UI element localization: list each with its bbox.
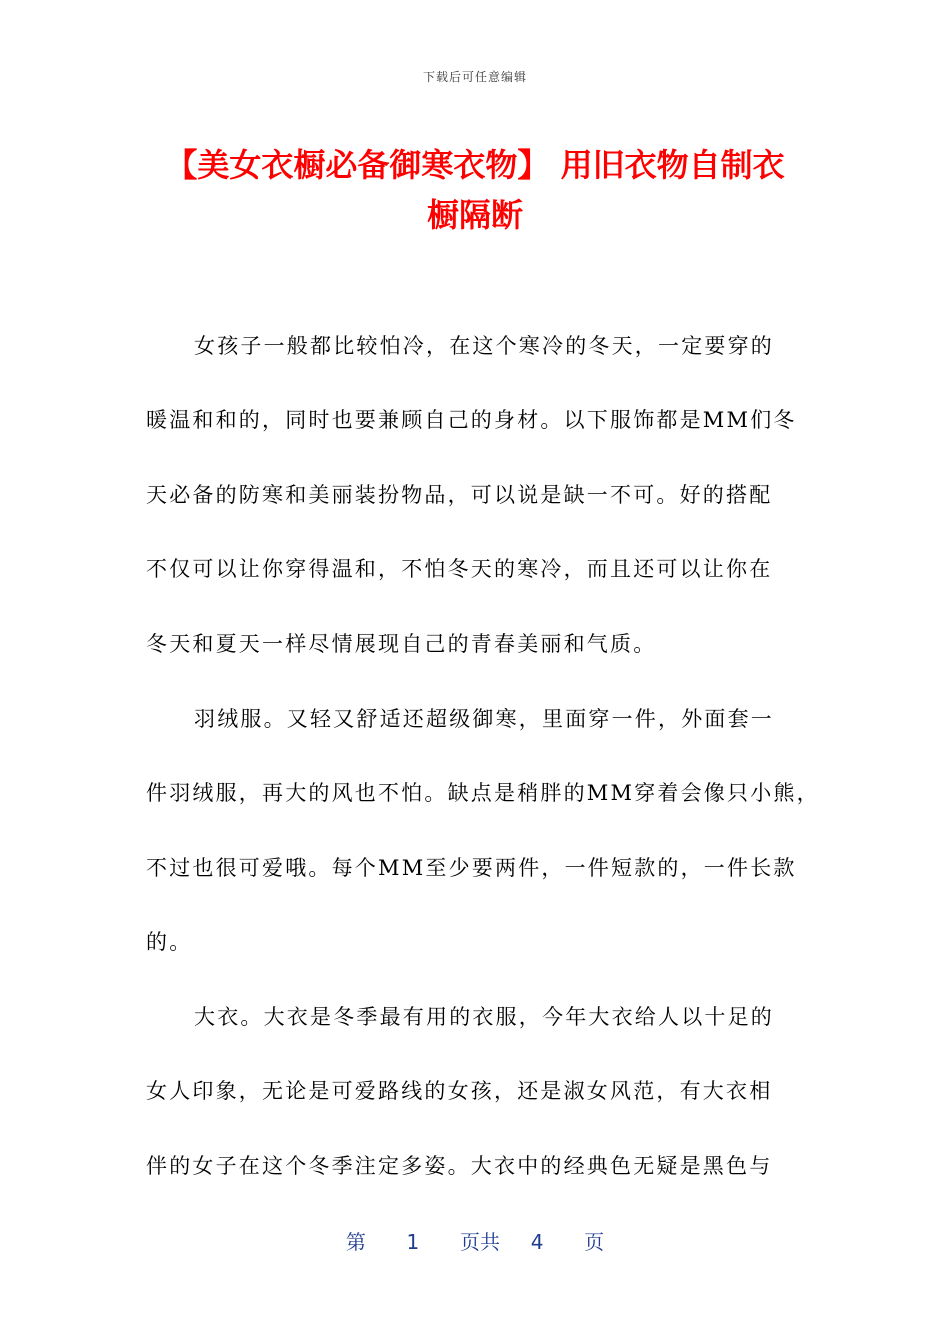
paragraph-line: 冬天和夏天一样尽情展现自己的青春美丽和气质。 [146, 632, 657, 656]
footer-middle: 页共 [460, 1230, 500, 1254]
paragraph-line: 不过也很可爱哦。每个MM至少要两件，一件短款的，一件长款 [146, 856, 797, 880]
paragraph-line: 暖温和和的，同时也要兼顾自己的身材。以下服饰都是MM们冬 [146, 408, 797, 432]
paragraph-line: 天必备的防寒和美丽装扮物品，可以说是缺一不可。好的搭配 [146, 483, 773, 507]
footer-current-page: 1 [406, 1230, 420, 1254]
paragraph-line: 的。 [146, 930, 193, 954]
paragraph-line: 件羽绒服，再大的风也不怕。缺点是稍胖的MM穿着会像只小熊， [146, 781, 820, 805]
page-footer [0, 1226, 950, 1255]
footer-suffix: 页 [584, 1230, 605, 1254]
document-title: 【美女衣橱必备御寒衣物】 用旧衣物自制衣橱隔断 [165, 146, 785, 234]
paragraph-line: 大衣。大衣是冬季最有用的衣服，今年大衣给人以十足的 [194, 1005, 774, 1029]
footer-prefix: 第 [345, 1230, 366, 1254]
paragraph-line: 女人印象，无论是可爱路线的女孩，还是淑女风范，有大衣相 [146, 1079, 773, 1103]
footer-total-pages: 4 [530, 1230, 544, 1254]
paragraph-line: 不仅可以让你穿得温和，不怕冬天的寒冷，而且还可以让你在 [146, 557, 773, 581]
paragraph-line: 伴的女子在这个冬季注定多姿。大衣中的经典色无疑是黑色与 [146, 1154, 773, 1178]
paragraph-line: 羽绒服。又轻又舒适还超级御寒，里面穿一件，外面套一 [194, 707, 774, 731]
header-note: 下载后可任意编辑 [422, 70, 527, 84]
paragraph-line: 女孩子一般都比较怕冷，在这个寒冷的冬天，一定要穿的 [194, 334, 774, 358]
